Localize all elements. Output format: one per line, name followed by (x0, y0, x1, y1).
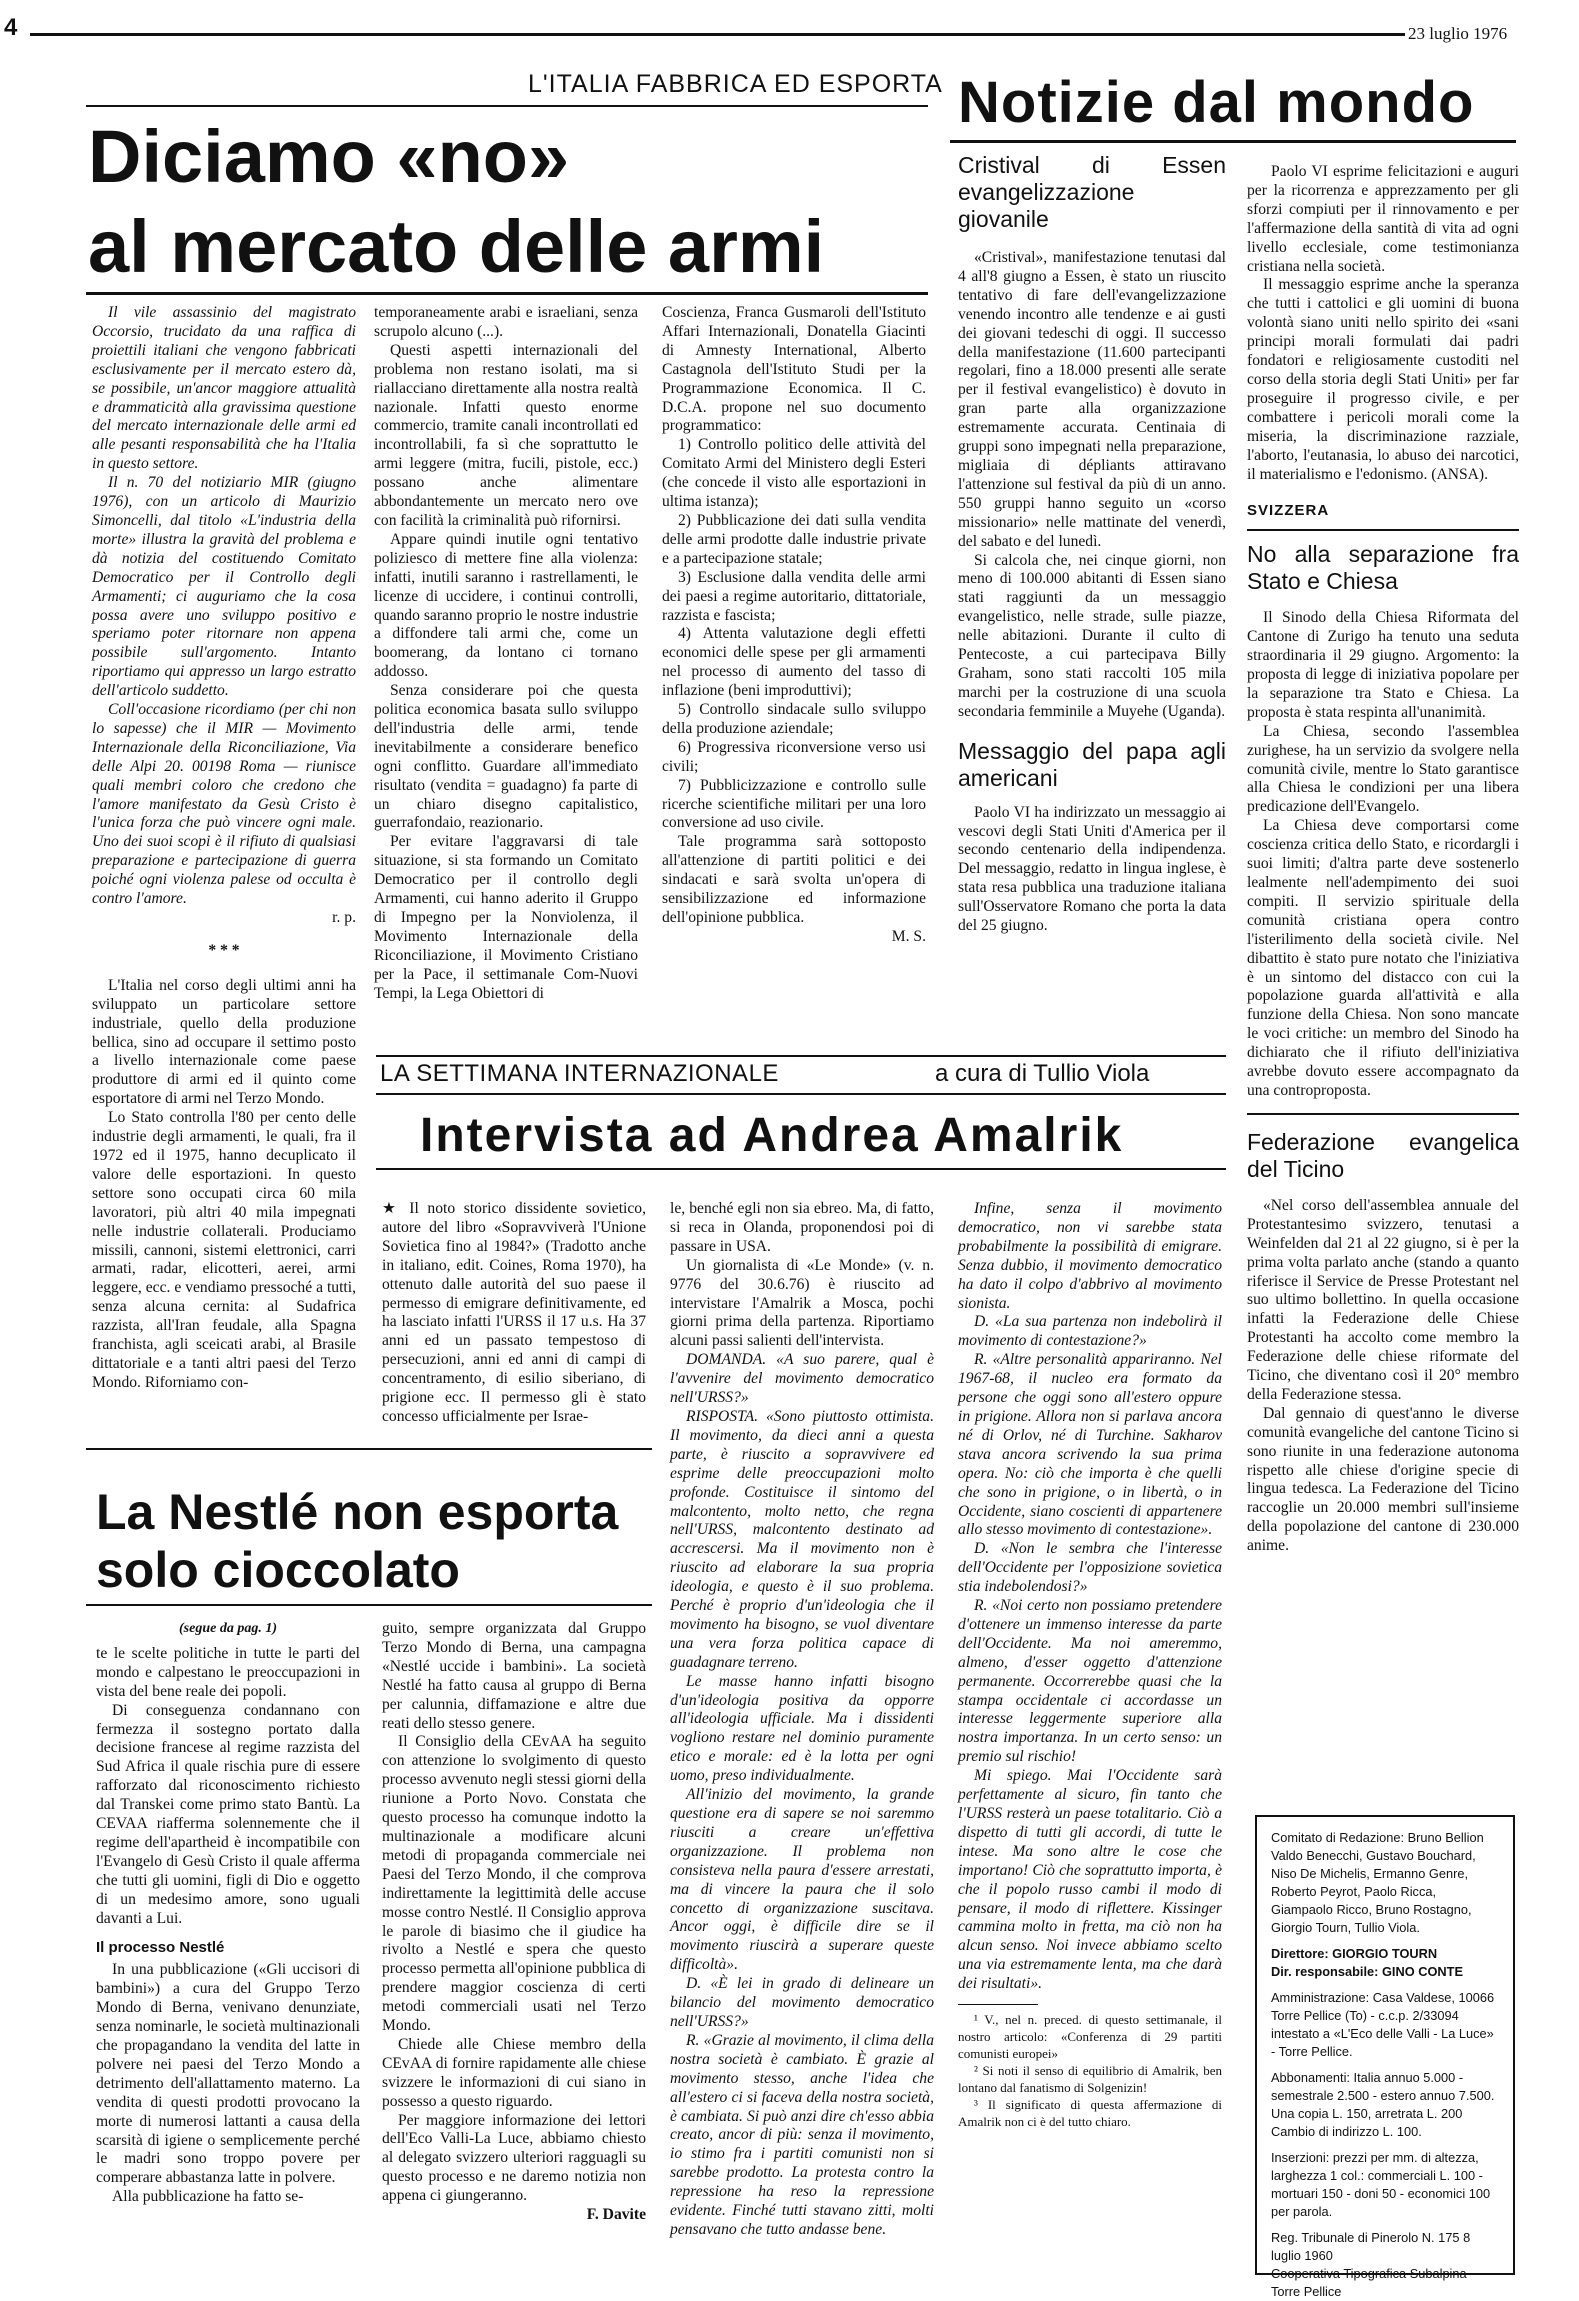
nestle-c1-p3: In una pubblicazione («Gli uccisori di bambini») a cura del Gruppo Terzo Mondo di Berna, venivano denunziate, senza nominarle, le società multinazionali che propagandano la vendita del latte in polvere nei paesi del Terzo Mondo a detrimento dell'allattamento materno. La vendita di questi prodotti provocano la morte di numerosi lattanti a causa della scarsità di igiene o semplicemente perché le madri sono troppo povere per comperare abbastanza latte in polvere. (96, 1961, 360, 2187)
cristival-title: Cristival di Essen evangelizzazione giovanile (958, 152, 1226, 232)
ticino-title: Federazione evangelica del Ticino (1247, 1128, 1519, 1182)
nestle-c2-p2: Il Consiglio della CEvAA ha seguito con attenzione lo svolgimento di questo processo avvenuto negli stessi giorni della riunione a Porto Novo. Constata che questo processo ha comunque indotto la multinazionale a modificare alcuni metodi di propaganda commerciale nei Paesi del Terzo Mondo, il che comprova indirettamente la legittimità delle accuse mosse contro Nestlé. Il Consiglio approva le parole di biasimo che il giudice ha rivolto a Nestlé e spera che questo processo permetta all'opinione pubblica di prendere maggior coscienza di certi metodi commerciali usati nel Terzo Mondo. (382, 1733, 646, 2035)
cristival-p2: Si calcola che, nei cinque giorni, non meno di 100.000 abitanti di Essen siano stati raggiunti da un messaggio evangelistico, nelle strade, sulle piazze, nelle abitazioni. Durante il culto di Pentecoste, a cui partecipava Billy Graham, sono stati raccolti 105 mila marchi per la costruzione di una scuola secondaria femminile a Muyehe (Uganda). (958, 551, 1226, 720)
arms-c3-p2: Tale programma sarà sottoposto all'attenzione di partiti politici e dei sindacati e sarà svolta un'opera di sensibilizzazione ed informazione dell'opinione pubblica. (662, 833, 926, 926)
kicker-rule (86, 105, 928, 107)
arms-c2-p4: Senza considerare poi che questa politica economica basata sullo sviluppo dell'industria delle armi, tende inevitabilmente a considerare benefico ogni conflitto. Guardare all'immediato risultato (vendita = guadagno) fa parte di un chiaro disegno capitalistico, guerrafondaio, reazionario. (374, 682, 638, 832)
nestle-c2-p3: Chiede alle Chiese membro della CEvAA di fornire rapidamente alle chiese svizzere le informazioni di cui siano in possesso a questo riguardo. (382, 2035, 646, 2110)
nestle-c2-p1: guito, sempre organizzata dal Gruppo Terzo Mondo di Berna, una campagna «Nestlé uccide i bambini». La società Nestlé ha fatto causa al gruppo di Berna per calunnia, diffamazione e altre due reati dello stesso genere. (382, 1620, 646, 1732)
ticino-p1: «Nel corso dell'assemblea annuale del Protestantesimo svizzero, tenutasi a Weinfelden dal 21 al 22 giugno, si è per la prima volta parlato anche (stando a quanto riferisce il Service de Presse Protestant nel suo ultimo bollettino. In quella occasione infatti la Federazione delle Chiese Protestanti ha accolto come membro la Federazione delle chiese riformate del Ticino, che diventano così il 20° membro della Federazione stessa. (1247, 1196, 1519, 1403)
colophon-direttore: Direttore: GIORGIO TOURN (1271, 1946, 1438, 1961)
nestle-headline-2: solo cioccolato (96, 1542, 460, 1598)
interview-q1: DOMANDA. «A suo parere, qual è l'avvenire del movimento democratico nell'URSS?» (670, 1351, 934, 1407)
arms-c2-p1: temporaneamente arabi e israeliani, senza scrupolo alcuno (...). (374, 304, 638, 340)
cristival-p1: «Cristival», manifestazione tenutasi dal 4 all'8 giugno a Essen, è stato un riuscito tentativo di fare dell'evangelizzazione venendo incontro alle tendenze e ai gusti dei giovani tedeschi di oggi. Il successo della manifestazione (11.600 partecipanti regolari, fino a 18.000 presenti alle serate per il festival evangelistico) è dovuto in gran parte alla organizzazione estremamente accurata. Centinaia di gruppi sono impegnati nella preparazione, migliaia di dépliants attiravano l'attenzione sul festival da più di un anno. 550 gruppi hanno seguito un «corso missionario» nelle mattinate del venerdì, del sabato e del lunedì. (958, 249, 1226, 550)
papa-p1: Paolo VI ha indirizzato un messaggio ai vescovi degli Stati Uniti d'America per il secondo centenario della indipendenza. Del messaggio, redatto in lingua inglese, è stata resa pubblica una traduzione italiana sull'Osservatore Romano che porta la data del 25 giugno. (958, 803, 1226, 935)
page-number: 4 (4, 14, 18, 41)
arms-p5: Lo Stato controlla l'80 per cento delle industrie degli armamenti, le quali, fra il 1972 ed il 1975, hanno decuplicato il valore delle esportazioni. In questo settore sono occupati circa 60 mila lavoratori, più altri 40 mila impegnati nelle industrie collaterali. Produciamo missili, cannoni, sistemi elettronici, carri armati, radar, elicotteri, aerei, armi leggere, ecc. e vendiamo pressoché a tutti, senza alcuna cernita: al Sudafrica razzista, all'Iran feudale, alla Spagna franchista, agli sceicati arabi, al Brasile dittatoriale e a tanti altri paesi del Terzo Mondo. Riforniamo con- (92, 1109, 356, 1391)
svizzera-rule (1247, 529, 1519, 531)
arms-p4: L'Italia nel corso degli ultimi anni ha sviluppato un particolare settore industriale, quello della produzione bellica, sino ad occupare il settimo posto a livello internazionale come paese produttore di armi ed il quinto come esportatore di armi nel Terzo Mondo. (92, 976, 356, 1108)
separazione-p2: La Chiesa, secondo l'assemblea zurighese, ha un servizio da svolgere nella comunità civile, mentre lo Stato garantisce alla Chiesa le condizioni per una libera predicazione dell'Evangelo. (1247, 722, 1519, 816)
arms-column-1 (92, 304, 356, 1438)
arms-p2: Il n. 70 del notiziario MIR (giugno 1976), con un articolo di Maurizio Simoncelli, dal titolo «L'industria della morte» illustra la gravità del problema e dà notizia del costituendo Comitato Democratico per il Controllo degli Armamenti; ci auguriamo che la cosa possa avere uno sviluppo positivo e speriamo poter ritornare non appena possibile sull'argomento. Intanto riportiamo qui appresso un largo estratto dell'articolo suddetto. (92, 474, 356, 700)
interview-a1: RISPOSTA. «Sono piuttosto ottimista. Il movimento, da dieci anni a questa parte, è riuscito a sopravvivere ed esprime delle preoccupazioni molto profonde. Costituisce il sintomo del malcontento, molto netto, che regna nell'URSS, malcontento destinato ad accrescersi. Ma il movimento non è riuscito ad elaborare la sua propria ideologia, e questo è il suo problema. Perché è proprio d'un'ideologia che il movimento ha bisogno, se vuol diventare una vera forza politica capace di guadagnare terreno. (670, 1407, 934, 1671)
footnote-1: ¹ V., nel n. preced. di questo settimanale, il nostro articolo: «Conferenza di 29 partiti comunisti europei» (958, 2012, 1222, 2062)
arms-list-2: 2) Pubblicazione dei dati sulla vendita delle armi prodotte dalle industrie private e a partecipazione statale; (662, 511, 926, 567)
colophon-registro: Reg. Tribunale di Pinerolo N. 175 8 luglio 1960 (1271, 2230, 1471, 2263)
colophon-copia: Una copia L. 150, arretrata L. 200 Cambio di indirizzo L. 100. (1271, 2106, 1463, 2139)
interview-a4: R. «Grazie al movimento, il clima della nostra società è cambiato. È grazie al movimento stesso, anche l'idea che all'estero ci si faceva della nostra società, è cambiata. Si può anzi dire ch'esso abbia creato, ancor di più: senza il movimento, io stimo fra i partiti comunisti non si sarebbe prodotto. La protesta contro la repressione ha reso la repressione evidente. Finché tutti stavano zitti, molti pensavano che tutto andasse bene. (670, 2031, 934, 2238)
arms-sign-rp: r. p. (332, 909, 356, 926)
ticino-rule (1247, 1113, 1519, 1115)
masthead-rule (30, 33, 1405, 36)
arms-list-6: 6) Progressiva riconversione verso usi civili; (662, 738, 926, 775)
interview-c3-q1: D. «La sua partenza non indebolirà il movimento di contestazione?» (958, 1313, 1222, 1350)
papa-p2: Paolo VI esprime felicitazioni e auguri per la ricorrenza e apprezzamento per gli sforzi compiuti per il rinnovamento e per l'affermazione della santità di vita ad ogni livello ecclesiale, come testimonianza cristiana nella società. (1247, 163, 1519, 275)
arms-column-2 (374, 304, 638, 1044)
interview-a3: All'inizio del movimento, la grande questione era di sapere se noi saremmo riusciti a creare un'effettiva organizzazione. Il problema non consisteva nella paura d'essere arrestati, ma di vincere la paura che il solo concetto di organizzazione suscitava. Ancor oggi, è difficile dire se il movimento riuscirà a superare queste difficoltà». (670, 1786, 934, 1974)
interview-title: Intervista ad Andrea Amalrik (420, 1109, 1124, 1162)
footnote-3: ³ Il significato di questa affermazione di Amalrik non ci è del tutto chiaro. (958, 2097, 1222, 2130)
arms-list-3: 3) Esclusione dalla vendita delle armi dei paesi a regime autoritario, dittatoriale, razzista e fascista; (662, 568, 926, 624)
colophon-abbonamenti: Abbonamenti: Italia annuo 5.000 - semestrale 2.500 - estero annuo 7.500. (1271, 2070, 1495, 2103)
interview-intro: ★ Il noto storico dissidente sovietico, autore del libro «Sopravviverà l'Unione Sovietica fino al 1984?» (Tradotto anche in italiano, edit. Coines, Roma 1970), ha ottenuto dalle autorità del suo paese il permesso di emigrare definitivamente, ed ha lasciato infatti l'URSS il 17 u.s. Ha 37 anni ed un passato tempestoso di persecuzioni, anni ed anni di campi di concentramento, di esilio siberiano, di prigione ecc. Il permesso gli è stato concesso ufficialmente per Israe- (382, 1200, 646, 1425)
arms-c3-p1: Coscienza, Franca Gusmaroli dell'Istituto Affari Internazionali, Donatella Giacinti di Amnesty International, Alberto Castagnola dell'Istituto Studi per la Programmazione Economica. Il C. D.C.A. propone nel suo documento programmatico: (662, 304, 926, 435)
nestle-column-2 (382, 1620, 646, 2280)
colophon-amministrazione: Amministrazione: Casa Valdese, 10066 Torre Pellice (To) - c.c.p. 2/33094 intestato a «L'Eco delle Valli - La Luce» - Torre Pellice. (1271, 1990, 1495, 2059)
interview-c3-a2: R. «Noi certo non possiamo pretendere d'ottenere un immenso interesse da parte dell'Occidente. Ma noi ameremmo, almeno, d'esser oggetto d'attenzione permanente. Occorrerebbe quasi che la stampa occidentale ci accordasse un interesse leggermente superiore alla nostra importanza. In un certo senso: un premio sul rischio! (958, 1597, 1222, 1766)
arms-headline-1: Diciamo «no» (88, 115, 570, 198)
arms-list-7: 7) Pubblicizzazione e controllo sulle ricerche scientifiche militari per una loro conversione ad uso civile. (662, 776, 926, 832)
interview-column-1 (382, 1200, 646, 1450)
notizie-column-2 (1247, 163, 1519, 1555)
nestle-c1-p1: te le scelte politiche in tutte le parti del mondo e calpestano le preoccupazioni in vista del bene reale dei popoli. (96, 1644, 360, 1700)
issue-date: 23 luglio 1976 (1408, 24, 1508, 43)
interview-kicker: LA SETTIMANA INTERNAZIONALE (380, 1060, 779, 1087)
separazione-title: No alla separazione fra Stato e Chiesa (1247, 541, 1519, 595)
notizie-rule (950, 140, 1516, 143)
interview-column-2 (670, 1200, 934, 2280)
nestle-column-1 (96, 1620, 360, 2280)
arms-kicker: L'ITALIA FABBRICA ED ESPORTA (528, 70, 943, 98)
papa-title: Messaggio del papa agli americani (958, 737, 1226, 791)
arms-headline-2: al mercato delle armi (88, 205, 825, 288)
papa-p3: Il messaggio esprime anche la speranza che tutti i cattolici e gli uomini di buona volontà siano uniti nello spirito dei «sani principi morali formulati dai padri fondatori e religiosamente custoditi nel corso della storia degli Stati Uniti» per far proseguire il progresso civile, e per combattere i pericoli morali come la miseria, la discriminazione razziale, l'aborto, l'eutanasia, lo abuso dei narcotici, il materialismo e l'edonismo. (ANSA). (1247, 276, 1519, 483)
interview-c2-p2: Un giornalista di «Le Monde» (v. n. 9776 del 30.6.76) è riuscito ad intervistare l'Amalrik a Mosca, pochi giorni prima della partenza. Riportiamo alcuni passi salienti dell'intervista. (670, 1256, 934, 1350)
separazione-p1: Il Sinodo della Chiesa Riformata del Cantone di Zurigo ha tenuto una seduta straordinaria il 29 giugno. Argomento: la proposta di legge di iniziativa popolare per la separazione tra Stato e Chiesa. La proposta è stata respinta all'unanimità. (1247, 609, 1519, 721)
interview-top-rule (376, 1055, 1226, 1057)
interview-c2-p1: le, benché egli non sia ebreo. Ma, di fatto, si reca in Olanda, proponendosi poi di passare in USA. (670, 1200, 934, 1255)
colophon-box (1255, 1815, 1515, 2299)
arms-c2-p5: Per evitare l'aggravarsi di tale situazione, si sta formando un Comitato Democratico per il controllo degli Armamenti, cui hanno aderito il Gruppo di Impegno per la Nonviolenza, il Movimento Internazionale della Riconciliazione, il Movimento Cristiano per la Pace, il settimanale Com-Nuovi Tempi, la Lega Obiettori di (374, 833, 638, 1002)
arms-sign-ms: M. S. (891, 927, 926, 945)
footnote-rule (958, 2004, 1038, 2005)
interview-c3-q2: D. «Non le sembra che l'interesse dell'Occidente per l'opposizione sovietica stia indebolendosi?» (958, 1540, 1222, 1596)
headline-rule (86, 292, 928, 295)
ticino-p2: Dal gennaio di quest'anno le diverse comunità evangeliche del cantone Ticino si sono riunite in una federazione autonoma rispetto alle chiese d'origine specie di lingua tedesca. La Federazione del Ticino raccoglie un 20.000 membri sull'insieme della popolazione del cantone di 230.000 anime. (1247, 1404, 1519, 1555)
nestle-subhead: Il processo Nestlé (96, 1938, 225, 1956)
interview-kicker-rule (376, 1093, 1226, 1095)
nestle-c2-p4: Per maggiore informazione dei lettori dell'Eco Valli-La Luce, abbiamo chiesto al delegato svizzero ulteriori ragguagli su questo processo e ne daremo notizia non appena ci giungeranno. (382, 2111, 646, 2205)
nestle-headline-1: La Nestlé non esporta (96, 1484, 619, 1540)
interview-column-3 (958, 1200, 1222, 2280)
interview-c3-a3: Mi spiego. Mai l'Occidente sarà perfettamente al sicuro, fin tanto che l'URSS resterà un paese totalitario. Ciò a dispetto di tutti gli accordi, di tutte le intese. Ma sono altre le cose che importano! Ciò che soprattutto importa, è che il popolo russo cambi il modo di pensare, il modo di riflettere. Kissinger cammina molto in fretta, ma ciò non ha alcun senso. Noi invece abbiamo scelto una via estremamente lenta, ma che darà dei risultati». (958, 1767, 1222, 1993)
nestle-rule (86, 1604, 652, 1606)
interview-c3-a1: R. «Altre personalità appariranno. Nel 1967-68, il nucleo era formato da persone che oggi sono all'estero oppure in prigione. Allora non si parlava ancora né di Orlov, né di Turchine. Sakharov stava ancora scrivendo la sua prima opera. No: ciò che importa è che quelli che sono in prigione, o in libertà, o in Occidente, siano coscienti di appartenere allo stesso movimento di contestazione». (958, 1351, 1222, 1539)
interview-q2: D. «È lei in grado di delineare un bilancio del movimento democratico nell'URSS?» (670, 1975, 934, 2030)
arms-intro: Il vile assassinio del magistrato Occorsio, trucidato da una raffica di proiettili italiani che vengono fabbricati esclusivamente per il mercato estero dà, se possibile, un'ancor maggiore attualità e drammaticità alla gravissima questione del mercato internazionale delle armi ed alle pesanti responsabilità che ha l'Italia in questo settore. (92, 304, 356, 473)
colophon-tipografia: Cooperativa Tipografica Subalpina Torre Pellice (1271, 2266, 1467, 2299)
interview-c3-p1: Infine, senza il movimento democratico, non vi sarebbe stata probabilmente la possibilità di emigrare. Senza dubbio, il movimento democratico ha dato il colpo d'abbrivo al movimento sionista. (958, 1200, 1222, 1312)
nestle-sign: F. Davite (586, 2206, 646, 2224)
nestle-continued: (segue da pag. 1) (179, 1621, 277, 1636)
footnote-2: ² Si noti il senso di equilibrio di Amalrik, ben lontano dal fanatismo di Solgenizin! (958, 2063, 1222, 2096)
interview-byline: a cura di Tullio Viola (935, 1060, 1150, 1087)
notizie-title: Notizie dal mondo (958, 70, 1475, 135)
separazione-p3: La Chiesa deve comportarsi come coscienza critica dello Stato, e ricordargli i suoi limiti; d'altra parte deve sostenerlo lealmente nell'adempimento dei suoi compiti. Il servizio spirituale della comunità cristiana opera contro l'isterilimento della società civile. Nel dibattito è stato pure notato che l'iniziativa è un sintomo del distacco con cui la popolazione guarda all'attività e alla funzione della Chiesa. Non sono mancate le voci critiche: un membro del Sinodo ha dichiarato che il rifiuto dell'iniziativa avrebbe dovuto essere accompagnato da una controproposta. (1247, 817, 1519, 1099)
arms-c2-p3: Appare quindi inutile ogni tentativo poliziesco di mettere fine alla violenza: infatti, inutili saranno i rastrellamenti, le licenze di uccidere, i continui controlli, quando saranno proprio le nostre industrie a diffondere tali armi che, come un boomerang, da lontano ci tornano addosso. (374, 530, 638, 681)
nestle-top-rule (86, 1448, 652, 1450)
asterisks: * * * (208, 941, 240, 959)
colophon-responsabile: Dir. responsabile: GINO CONTE (1271, 1964, 1463, 1979)
interview-a2: Le masse hanno infatti bisogno d'un'ideologia positiva da opporre all'ideologia ufficiale. Ma i dissidenti vogliono restare nel dominio puramente etico e morale: ed è la lotta per ogni uomo, preso individualmente. (670, 1672, 934, 1785)
arms-list-4: 4) Attenta valutazione degli effetti economici delle spese per gli armamenti nel processo di aumento del tasso di inflazione (beni improduttivi); (662, 625, 926, 700)
nestle-c1-p2: Di conseguenza condannano con fermezza il sostegno portato dalla decisione francese al regime razzista del Sud Africa il quale rischia pure di essere rafforzato dal riconoscimento richiesto dal Transkei come primo stato Bantù. La CEVAA riafferma solennemente che il regime dell'apartheid è incompatibile con l'Evangelo di Gesù Cristo il quale afferma che tutti gli uomini, figli di Dio e oggetto di un medesimo amore, sono uguali davanti a Lui. (96, 1701, 360, 1927)
arms-list-1: 1) Controllo politico delle attività del Comitato Armi del Ministero degli Esteri (che concede il visto alle esportazioni in ultima istanza); (662, 436, 926, 511)
nestle-c1-p4: Alla pubblicazione ha fatto se- (112, 2188, 304, 2206)
interview-title-rule (376, 1168, 1226, 1170)
arms-list-5: 5) Controllo sindacale sullo sviluppo della produzione aziendale; (662, 701, 926, 737)
svizzera-label: SVIZZERA (1247, 502, 1330, 520)
colophon-inserzioni: Inserzioni: prezzi per mm. di altezza, larghezza 1 col.: commerciali L. 100 - mortuari 150 - doni 50 - economici 100 per parola. (1271, 2150, 1491, 2219)
arms-c2-p2: Questi aspetti internazionali del problema non restano isolati, ma si riallacciano direttamente alla nostra realtà nazionale. Infatti questo enorme commercio, tramite canali incontrollati ed incontrollabili, fa sì che soprattutto le armi leggere (mitra, fucili, pistole, ecc.) possano anche alimentare abbondantemente un mercato nero ove con facilità la criminalità può rifornirsi. (374, 341, 638, 529)
notizie-column-1 (958, 152, 1226, 1052)
colophon-comitato: Comitato di Redazione: Bruno Bellion Valdo Benecchi, Gustavo Bouchard, Niso De Michelis, Ermanno Genre, Roberto Peyrot, Paolo Ricca, Giampaolo Ricco, Bruno Rostagno, Giorgio Tourn, Tullio Viola. (1271, 1830, 1484, 1935)
arms-column-3 (662, 304, 926, 1044)
arms-p3: Coll'occasione ricordiamo (per chi non lo sapesse) che il MIR — Movimento Internazionale della Riconciliazione, Via delle Alpi 20. 00198 Roma — riunisce quali membri coloro che credono che l'amore manifestato da Gesù Cristo è l'unica forza che può vincere ogni male. Uno dei suoi scopi è il rifiuto di qualsiasi preparazione e partecipazione di guerra poiché ogni violenza palese od occulta è contro l'amore. (92, 701, 356, 908)
